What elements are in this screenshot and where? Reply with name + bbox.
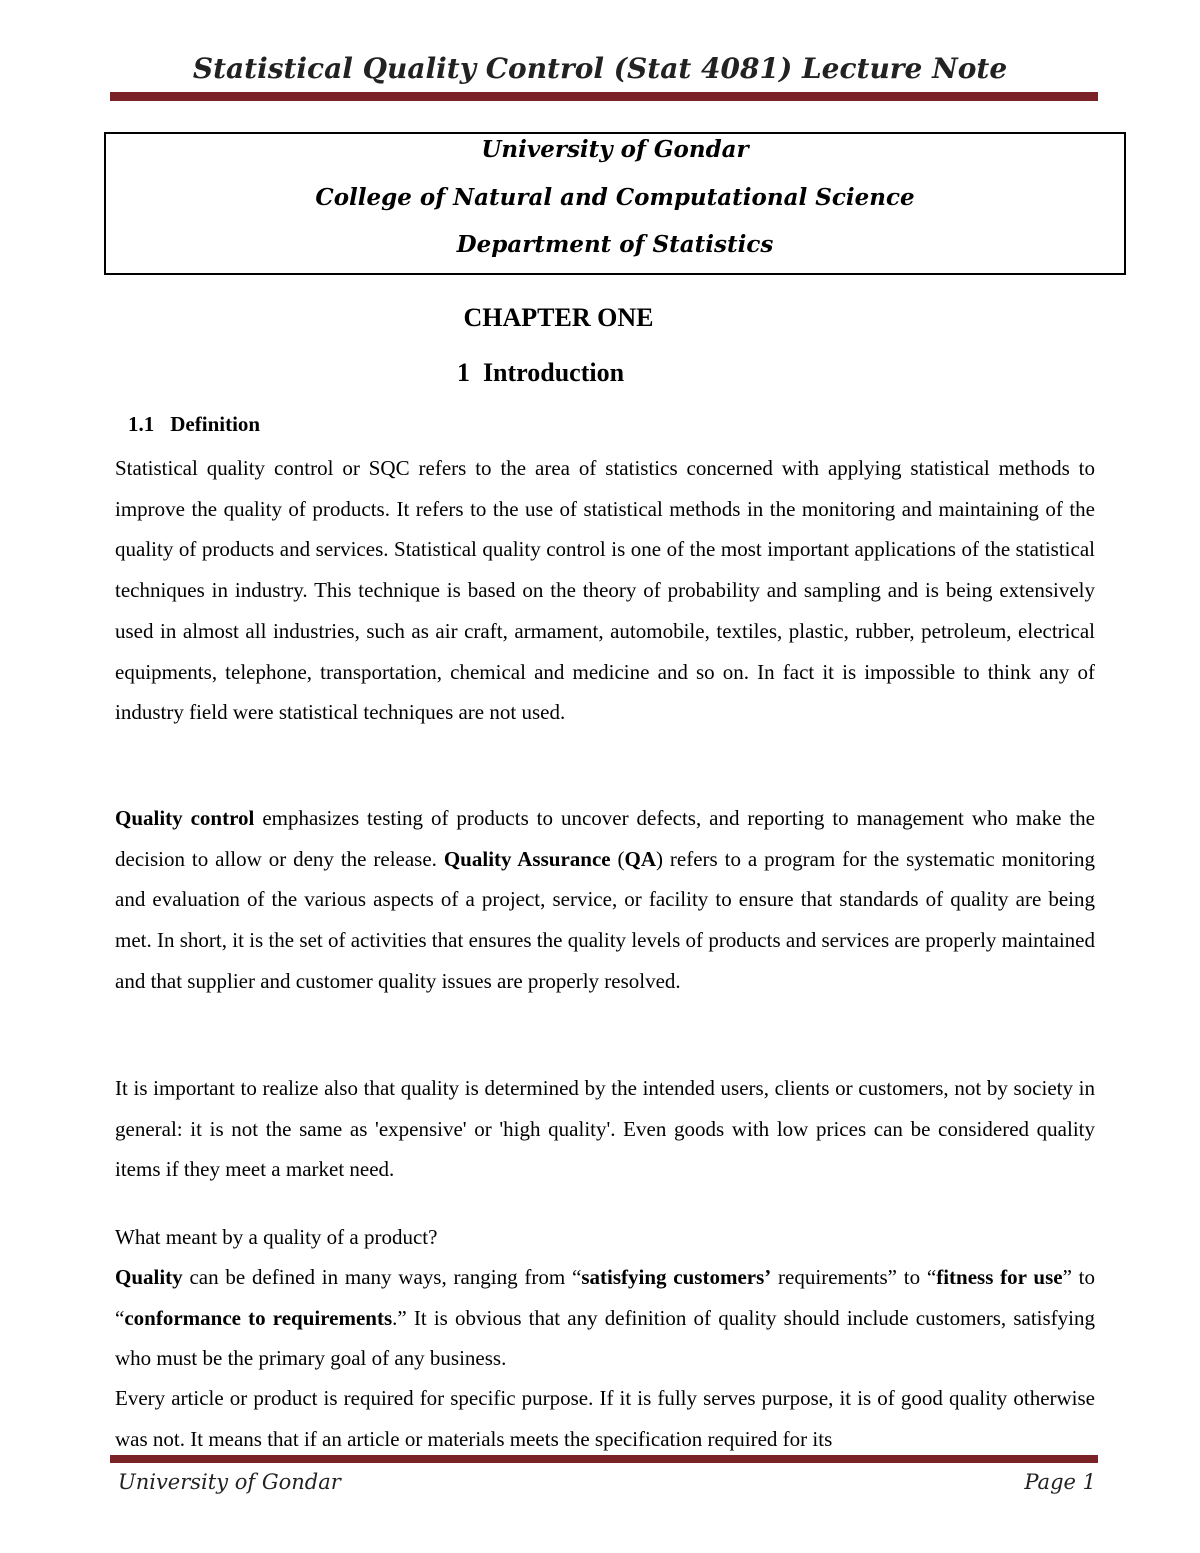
subsection-number: 1.1 <box>128 412 155 436</box>
term-quality-assurance: Quality Assurance <box>443 846 611 871</box>
institution-box <box>104 132 1126 275</box>
term-quality-control: Quality control <box>115 806 255 830</box>
section-heading <box>0 358 1081 388</box>
university-name: University of Gondar <box>481 136 749 163</box>
text-segment: emphasizes testing of products to uncover defects, and reporting to management who make the decision to allow or deny the release. <box>115 806 1095 871</box>
department-name: Department of Statistics <box>456 231 774 258</box>
paragraph-quality-definition <box>115 1257 1095 1379</box>
text-segment: ) refers to a program for the systematic monitoring and evaluation of the various aspects of a project, service, or facility to ensure that standards of quality are being met. In short, it is the set of activities that ensures the quality levels of products and services are properly maintained and that supplier and customer quality issues are properly resolved. <box>115 846 1095 993</box>
footer-rule <box>110 1455 1098 1463</box>
footer-university: University of Gondar <box>118 1470 341 1494</box>
footer-page-number: Page 1 <box>1024 1470 1096 1494</box>
page-header-title: Statistical Quality Control (Stat 4081) Lecture Note <box>192 52 1008 85</box>
header-rule <box>110 92 1098 101</box>
term-qa: QA <box>624 846 657 871</box>
term-conformance: conformance to requirements <box>124 1305 393 1330</box>
text-segment: ” to “ <box>115 1265 1096 1330</box>
question-line: What meant by a quality of a product? <box>115 1225 438 1249</box>
term-satisfying-customers: satisfying customers’ <box>581 1265 772 1289</box>
subsection-title: Definition <box>170 412 261 436</box>
section-number: 1 <box>456 358 470 387</box>
term-fitness-for-use: fitness for use <box>936 1265 1063 1289</box>
paragraph-intended-users: It is important to realize also that quality is determined by the intended users, clients or customers, not by society in general: it is not the same as 'expensive' or 'high quality'. Even goods with low prices can be considered quality items if they meet a market need. <box>115 1076 1095 1182</box>
paragraph-quality-control <box>115 798 1095 1002</box>
text-segment: .” It is obvious that any definition of quality should include customers, satisfying who must be the primary goal of any business. <box>115 1305 1095 1371</box>
term-quality: Quality <box>115 1265 183 1289</box>
text-segment: requirements” to “ <box>771 1265 937 1289</box>
subsection-heading <box>128 412 260 437</box>
paragraph-definition: Statistical quality control or SQC refers to the area of statistics concerned with applying statistical methods to improve the quality of products. It refers to the use of statistical methods in the monitoring and maintaining of the quality of products and services. Statistical quality control is one of the most important applications of the statistical techniques in industry. This technique is based on the theory of probability and sampling and is being extensively used in almost all industries, such as air craft, armament, automobile, textiles, plastic, rubber, petroleum, electrical equipments, telephone, transportation, chemical and medicine and so on. In fact it is impossible to think any of industry field were statistical techniques are not used. <box>115 456 1095 725</box>
college-name: College of Natural and Computational Science <box>315 184 915 211</box>
section-title: Introduction <box>482 358 625 387</box>
chapter-heading: CHAPTER ONE <box>463 303 654 332</box>
text-segment: ( <box>610 846 625 871</box>
paragraph-article-purpose: Every article or product is required for specific purpose. If it is fully serves purpose, it is of good quality otherwise was not. It means that if an article or materials meets the specification required for its <box>115 1386 1095 1451</box>
text-segment: can be defined in many ways, ranging from “ <box>182 1265 582 1289</box>
